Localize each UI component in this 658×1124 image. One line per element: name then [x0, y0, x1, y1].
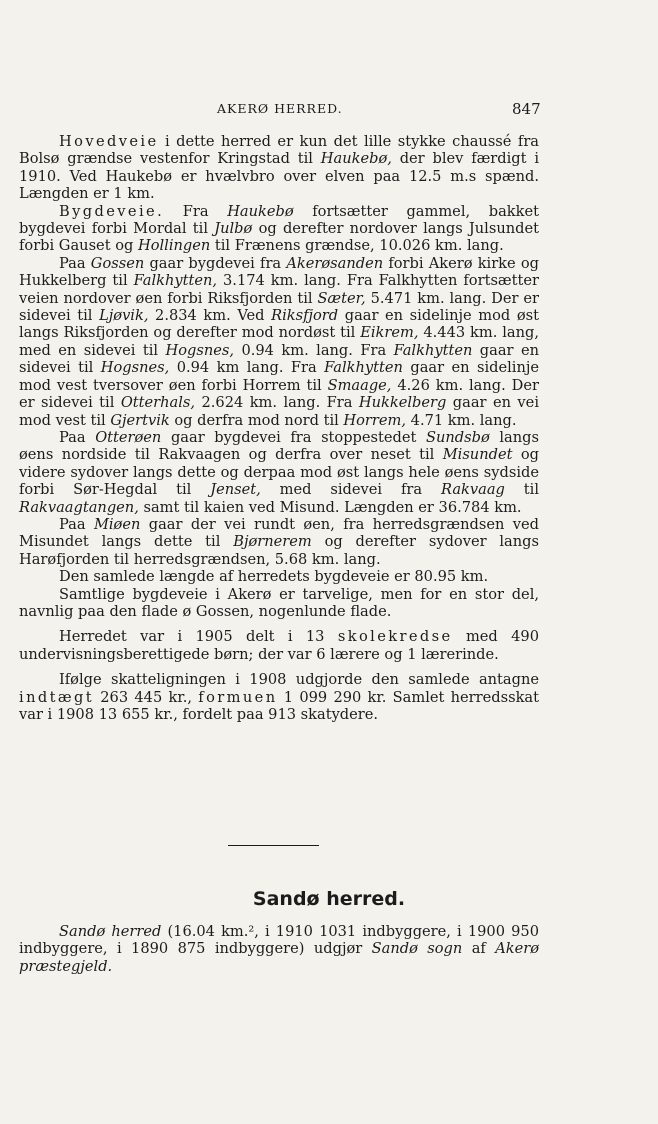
place-name: Falkhytten: [393, 341, 473, 359]
paragraph: [19, 568, 539, 585]
text-run: (16.04 km.², i 1910 1031 indbyggere, i 1900 950 indbyggere, i 1890 875 indbyggere) udgjør: [19, 923, 539, 958]
place-name: Hogsnes,: [100, 359, 170, 377]
text-run: 5.471 km. lang. Der er sidevei til: [19, 289, 539, 325]
text-run: gaar en sidevei til: [19, 341, 539, 377]
text-run: og derfra mod nord til: [169, 411, 344, 429]
paragraph: [19, 429, 539, 516]
paragraph: [19, 586, 539, 621]
text-run: gaar der vei rundt øen, fra herredsgrændsen ved Misundet langs dette til: [19, 515, 539, 551]
place-name: Falkhytten,: [133, 272, 218, 290]
text-run: med 490 undervisningsberettigede børn; der var 6 lærere og 1 lærerinde.: [19, 628, 539, 663]
place-name: Riksfjord: [271, 307, 339, 325]
text-run: 263 445 kr.,: [94, 688, 199, 706]
place-name: Otterøen: [95, 428, 162, 446]
text-run: til Frænens grændse, 10.026 km. lang.: [210, 237, 504, 255]
place-name: Akerø præstegjeld.: [19, 940, 539, 975]
section-heading: Sandø herred.: [252, 888, 406, 910]
spaced-term: indtægt: [19, 688, 94, 706]
place-name: Rakvaag: [441, 481, 505, 499]
spaced-term: Bygdeveie.: [59, 202, 165, 220]
text-run: gaar en sidelinje mod øst langs Riksfjorden og derefter mod nordøst til: [19, 307, 539, 342]
text-run: 3.174 km. lang. Fra Falkhytten fortsætter veien nordover øen forbi Riksfjorden til: [19, 272, 539, 307]
paragraph: [19, 516, 539, 568]
text-run: gaar bygdevei fra: [144, 254, 287, 272]
place-name: Haukebø,: [320, 150, 392, 168]
page-number: 847: [512, 100, 541, 118]
place-name: Otterhals,: [120, 394, 196, 412]
text-run: 4.443 km. lang, med en sidevei til: [19, 324, 539, 359]
paragraph: [19, 671, 539, 723]
text-run: 1 099 290 kr. Samlet herredsskat var i 1908 13 655 kr., fordelt paa 913 skatydere.: [19, 688, 539, 723]
text-run: der blev færdigt i 1910. Ved Haukebø er hvælvbro over elven paa 12.5 m.s spænd. Længden er 1 km.: [19, 150, 539, 203]
place-name: Sæter,: [317, 289, 366, 307]
spaced-term: skolekredse: [337, 628, 453, 646]
text-run: samt til kaien ved Misund. Længden er 36.784 km.: [138, 498, 522, 516]
text-run: Samtlige bygdeveie i Akerø er tarvelige, men for en stor del, navnlig paa den flade ø Gossen, nogenlunde flade.: [19, 585, 539, 620]
text-run: 4.71 km. lang.: [406, 411, 517, 429]
place-name: Hukkelberg: [358, 394, 447, 412]
spaced-term: Hovedveie: [59, 133, 159, 150]
text-run: 2.624 km. lang. Fra: [195, 394, 359, 412]
text-run: langs øens nordside til Rakvaagen og derfra over neset til: [19, 428, 539, 464]
section-divider: [228, 845, 319, 846]
place-name: Sundsbø: [425, 428, 490, 446]
place-name: Rakvaagtangen,: [19, 498, 139, 516]
place-name: Ljøvik,: [99, 307, 149, 325]
place-name: Akerøsanden: [286, 254, 384, 272]
text-run: med sidevei fra: [260, 481, 442, 499]
text-run: af: [462, 940, 496, 958]
place-name: Hollingen: [137, 237, 211, 255]
text-run: Paa: [59, 428, 96, 446]
text-run: fortsætter gammel, bakket bygdevei forbi Mordal til: [19, 202, 539, 238]
place-name: Sandø sogn: [371, 940, 463, 958]
paragraph: [19, 255, 539, 429]
text-run: Paa: [59, 254, 91, 272]
text-run: Ifølge skatteligningen i 1908 udgjorde den samlede antagne: [59, 671, 539, 689]
place-name: Bjørnerem: [233, 533, 312, 551]
place-name: Julbø: [214, 220, 253, 238]
text-run: gaar en sidelinje mod vest tversover øen forbi Horrem til: [19, 359, 540, 394]
place-name: Eikrem,: [360, 324, 419, 342]
place-name: Jenset,: [210, 481, 261, 499]
text-run: og derefter nordover langs Julsundet forbi Gauset og: [19, 220, 539, 255]
road-description-text: [19, 133, 539, 723]
place-name: Hogsnes,: [165, 341, 235, 359]
paragraph: [19, 133, 539, 203]
place-name: Falkhytten: [324, 359, 403, 377]
text-run: og derefter sydover langs Harøfjorden til herredsgrændsen, 5.68 km. lang.: [19, 533, 539, 568]
place-name: Misundet: [442, 446, 513, 464]
text-run: gaar en vei mod vest til: [19, 394, 539, 429]
text-run: Paa: [59, 515, 94, 533]
text-run: 2.834 km. Ved: [148, 307, 272, 325]
paragraph: [19, 203, 539, 255]
text-run: gaar bygdevei fra stoppestedet: [161, 428, 426, 446]
text-run: Fra: [164, 202, 228, 220]
running-header-title: AKERØ HERRED.: [217, 101, 343, 116]
text-run: i dette herred er kun det lille stykke chaussé fra Bolsø grændse vestenfor Kringstad til: [19, 133, 539, 168]
text-run: Herredet var i 1905 delt i 13: [59, 628, 338, 646]
text-run: 4.26 km. lang. Der er sidevei til: [19, 376, 539, 412]
text-run: til: [504, 481, 539, 499]
section-paragraph: [19, 923, 539, 975]
text-run: 0.94 km lang. Fra: [169, 359, 325, 377]
place-name: Smaage,: [327, 376, 392, 394]
spaced-term: formuen: [198, 688, 278, 706]
paragraph: [19, 923, 539, 975]
place-name: Haukebø: [227, 202, 294, 220]
place-name: Horrem,: [343, 411, 407, 429]
paragraph: [19, 628, 539, 663]
text-run: og videre sydover langs dette og derpaa mod øst langs hele øens sydside forbi Sør-Hegdal til: [19, 446, 539, 499]
text-run: 0.94 km. lang. Fra: [234, 341, 394, 359]
place-name: Sandø herred: [59, 923, 162, 940]
place-name: Gjertvik: [110, 411, 170, 429]
text-run: forbi Akerø kirke og Hukkelberg til: [19, 254, 539, 290]
text-run: Den samlede længde af herredets bygdeveie er 80.95 km.: [59, 568, 489, 586]
place-name: Miøen: [93, 515, 141, 533]
place-name: Gossen: [90, 254, 145, 272]
